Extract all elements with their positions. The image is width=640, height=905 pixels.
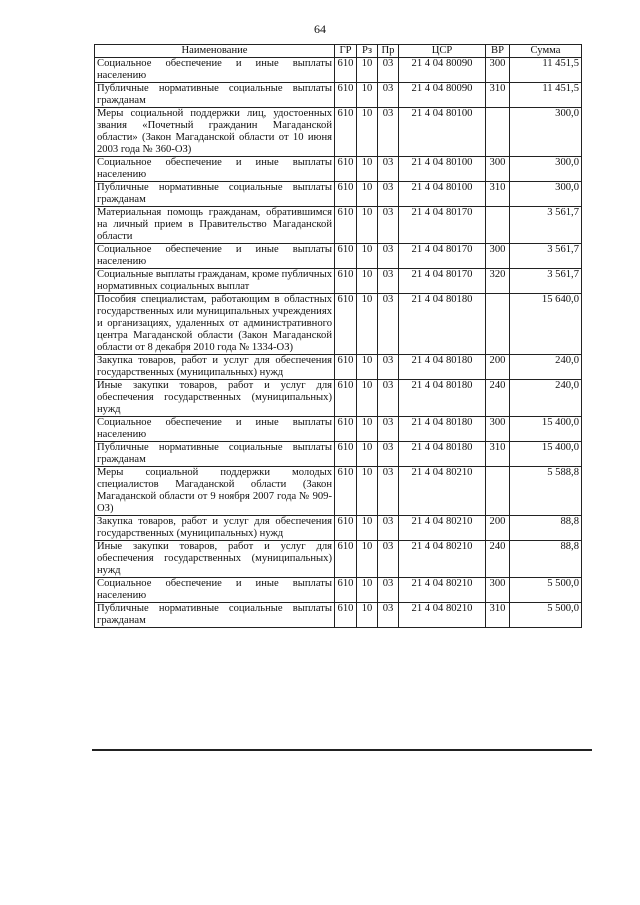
table-row xyxy=(95,83,582,108)
cell-vr: 320 xyxy=(486,269,510,294)
cell-rz: 10 xyxy=(357,467,378,516)
cell-rz: 10 xyxy=(357,516,378,541)
header-gr: ГР xyxy=(335,45,357,58)
header-vr: ВР xyxy=(486,45,510,58)
header-sum: Сумма xyxy=(510,45,582,58)
cell-name: Закупка товаров, работ и услуг для обеспечения государственных (муниципальных) нужд xyxy=(95,355,335,380)
cell-sum: 15 400,0 xyxy=(510,442,582,467)
cell-pr: 03 xyxy=(378,108,399,157)
cell-csr: 21 4 04 80180 xyxy=(399,355,486,380)
cell-vr: 310 xyxy=(486,182,510,207)
budget-table xyxy=(94,44,582,628)
cell-name: Публичные нормативные социальные выплаты гражданам xyxy=(95,182,335,207)
cell-vr xyxy=(486,294,510,355)
cell-csr: 21 4 04 80170 xyxy=(399,207,486,244)
cell-gr: 610 xyxy=(335,182,357,207)
table-row xyxy=(95,541,582,578)
cell-pr: 03 xyxy=(378,269,399,294)
cell-vr: 310 xyxy=(486,603,510,628)
cell-gr: 610 xyxy=(335,83,357,108)
cell-sum: 300,0 xyxy=(510,157,582,182)
header-csr: ЦСР xyxy=(399,45,486,58)
cell-vr: 240 xyxy=(486,380,510,417)
footer-divider xyxy=(92,749,592,751)
cell-name: Меры социальной поддержки молодых специалистов Магаданской области (Закон Магаданской области от 9 ноября 2007 года № 909-ОЗ) xyxy=(95,467,335,516)
cell-rz: 10 xyxy=(357,578,378,603)
cell-csr: 21 4 04 80210 xyxy=(399,516,486,541)
cell-gr: 610 xyxy=(335,442,357,467)
cell-gr: 610 xyxy=(335,467,357,516)
cell-name: Иные закупки товаров, работ и услуг для обеспечения государственных (муниципальных) нужд xyxy=(95,380,335,417)
cell-csr: 21 4 04 80210 xyxy=(399,603,486,628)
cell-gr: 610 xyxy=(335,380,357,417)
cell-name: Социальное обеспечение и иные выплаты населению xyxy=(95,157,335,182)
cell-name: Социальные выплаты гражданам, кроме публичных нормативных социальных выплат xyxy=(95,269,335,294)
cell-pr: 03 xyxy=(378,541,399,578)
cell-csr: 21 4 04 80100 xyxy=(399,157,486,182)
page-number: 64 xyxy=(314,22,326,36)
table-row xyxy=(95,157,582,182)
cell-name: Социальное обеспечение и иные выплаты населению xyxy=(95,244,335,269)
cell-name: Публичные нормативные социальные выплаты гражданам xyxy=(95,442,335,467)
table-header-row xyxy=(95,45,582,58)
header-name: Наименование xyxy=(95,45,335,58)
cell-rz: 10 xyxy=(357,417,378,442)
cell-sum: 5 500,0 xyxy=(510,578,582,603)
cell-rz: 10 xyxy=(357,541,378,578)
cell-sum: 3 561,7 xyxy=(510,207,582,244)
table-row xyxy=(95,603,582,628)
cell-vr xyxy=(486,467,510,516)
cell-csr: 21 4 04 80210 xyxy=(399,578,486,603)
cell-rz: 10 xyxy=(357,157,378,182)
cell-vr: 300 xyxy=(486,417,510,442)
cell-sum: 5 588,8 xyxy=(510,467,582,516)
cell-pr: 03 xyxy=(378,603,399,628)
cell-gr: 610 xyxy=(335,578,357,603)
cell-vr xyxy=(486,108,510,157)
cell-pr: 03 xyxy=(378,244,399,269)
cell-gr: 610 xyxy=(335,603,357,628)
cell-vr: 300 xyxy=(486,244,510,269)
cell-gr: 610 xyxy=(335,58,357,83)
cell-pr: 03 xyxy=(378,417,399,442)
cell-sum: 240,0 xyxy=(510,380,582,417)
cell-gr: 610 xyxy=(335,541,357,578)
cell-pr: 03 xyxy=(378,442,399,467)
cell-sum: 3 561,7 xyxy=(510,244,582,269)
cell-gr: 610 xyxy=(335,355,357,380)
cell-rz: 10 xyxy=(357,244,378,269)
cell-sum: 3 561,7 xyxy=(510,269,582,294)
cell-rz: 10 xyxy=(357,603,378,628)
cell-pr: 03 xyxy=(378,380,399,417)
cell-csr: 21 4 04 80090 xyxy=(399,58,486,83)
cell-vr: 300 xyxy=(486,157,510,182)
cell-csr: 21 4 04 80170 xyxy=(399,269,486,294)
cell-vr: 300 xyxy=(486,58,510,83)
cell-pr: 03 xyxy=(378,157,399,182)
cell-pr: 03 xyxy=(378,516,399,541)
table-row xyxy=(95,355,582,380)
cell-sum: 15 640,0 xyxy=(510,294,582,355)
cell-csr: 21 4 04 80180 xyxy=(399,442,486,467)
cell-sum: 88,8 xyxy=(510,516,582,541)
cell-pr: 03 xyxy=(378,207,399,244)
cell-csr: 21 4 04 80180 xyxy=(399,294,486,355)
cell-vr: 240 xyxy=(486,541,510,578)
header-pr: Пр xyxy=(378,45,399,58)
table-row xyxy=(95,182,582,207)
cell-csr: 21 4 04 80090 xyxy=(399,83,486,108)
cell-gr: 610 xyxy=(335,269,357,294)
cell-name: Социальное обеспечение и иные выплаты населению xyxy=(95,58,335,83)
cell-sum: 88,8 xyxy=(510,541,582,578)
cell-vr: 200 xyxy=(486,355,510,380)
cell-rz: 10 xyxy=(357,83,378,108)
cell-name: Социальное обеспечение и иные выплаты населению xyxy=(95,578,335,603)
cell-name: Материальная помощь гражданам, обратившимся на личный прием в Правительство Магаданской области xyxy=(95,207,335,244)
cell-csr: 21 4 04 80100 xyxy=(399,182,486,207)
table-row xyxy=(95,294,582,355)
cell-pr: 03 xyxy=(378,83,399,108)
cell-gr: 610 xyxy=(335,294,357,355)
cell-sum: 15 400,0 xyxy=(510,417,582,442)
table-row xyxy=(95,207,582,244)
cell-pr: 03 xyxy=(378,294,399,355)
cell-gr: 610 xyxy=(335,207,357,244)
table-row xyxy=(95,269,582,294)
table-row xyxy=(95,58,582,83)
cell-csr: 21 4 04 80180 xyxy=(399,417,486,442)
cell-rz: 10 xyxy=(357,58,378,83)
cell-gr: 610 xyxy=(335,157,357,182)
cell-gr: 610 xyxy=(335,244,357,269)
cell-gr: 610 xyxy=(335,108,357,157)
cell-pr: 03 xyxy=(378,58,399,83)
cell-name: Публичные нормативные социальные выплаты гражданам xyxy=(95,603,335,628)
table-row xyxy=(95,516,582,541)
cell-rz: 10 xyxy=(357,207,378,244)
cell-csr: 21 4 04 80100 xyxy=(399,108,486,157)
cell-name: Закупка товаров, работ и услуг для обеспечения государственных (муниципальных) нужд xyxy=(95,516,335,541)
cell-pr: 03 xyxy=(378,578,399,603)
cell-name: Меры социальной поддержки лиц, удостоенных звания «Почетный гражданин Магаданской области» (Закон Магаданской области от 10 июня 2003 года № 360-ОЗ) xyxy=(95,108,335,157)
cell-pr: 03 xyxy=(378,355,399,380)
cell-pr: 03 xyxy=(378,182,399,207)
cell-vr: 310 xyxy=(486,442,510,467)
cell-rz: 10 xyxy=(357,294,378,355)
cell-name: Публичные нормативные социальные выплаты гражданам xyxy=(95,83,335,108)
table-row xyxy=(95,244,582,269)
cell-sum: 11 451,5 xyxy=(510,83,582,108)
cell-name: Социальное обеспечение и иные выплаты населению xyxy=(95,417,335,442)
cell-csr: 21 4 04 80170 xyxy=(399,244,486,269)
cell-csr: 21 4 04 80210 xyxy=(399,541,486,578)
cell-sum: 5 500,0 xyxy=(510,603,582,628)
table-row xyxy=(95,108,582,157)
cell-csr: 21 4 04 80180 xyxy=(399,380,486,417)
cell-vr: 200 xyxy=(486,516,510,541)
table-row xyxy=(95,578,582,603)
cell-rz: 10 xyxy=(357,108,378,157)
cell-vr: 310 xyxy=(486,83,510,108)
cell-gr: 610 xyxy=(335,417,357,442)
cell-rz: 10 xyxy=(357,269,378,294)
cell-sum: 300,0 xyxy=(510,108,582,157)
cell-name: Иные закупки товаров, работ и услуг для обеспечения государственных (муниципальных) нужд xyxy=(95,541,335,578)
cell-rz: 10 xyxy=(357,355,378,380)
cell-name: Пособия специалистам, работающим в областных государственных или муниципальных учреждениях и организациях, удаленных от административного центра Магаданской области (Закон Магаданской области от 8 декабря 2010 года № 1334-ОЗ) xyxy=(95,294,335,355)
cell-sum: 300,0 xyxy=(510,182,582,207)
cell-gr: 610 xyxy=(335,516,357,541)
cell-vr xyxy=(486,207,510,244)
cell-vr: 300 xyxy=(486,578,510,603)
table-row xyxy=(95,442,582,467)
cell-rz: 10 xyxy=(357,442,378,467)
cell-pr: 03 xyxy=(378,467,399,516)
table-row xyxy=(95,467,582,516)
table-row xyxy=(95,417,582,442)
table-row xyxy=(95,380,582,417)
header-rz: Рз xyxy=(357,45,378,58)
cell-rz: 10 xyxy=(357,182,378,207)
cell-sum: 11 451,5 xyxy=(510,58,582,83)
cell-csr: 21 4 04 80210 xyxy=(399,467,486,516)
cell-rz: 10 xyxy=(357,380,378,417)
cell-sum: 240,0 xyxy=(510,355,582,380)
